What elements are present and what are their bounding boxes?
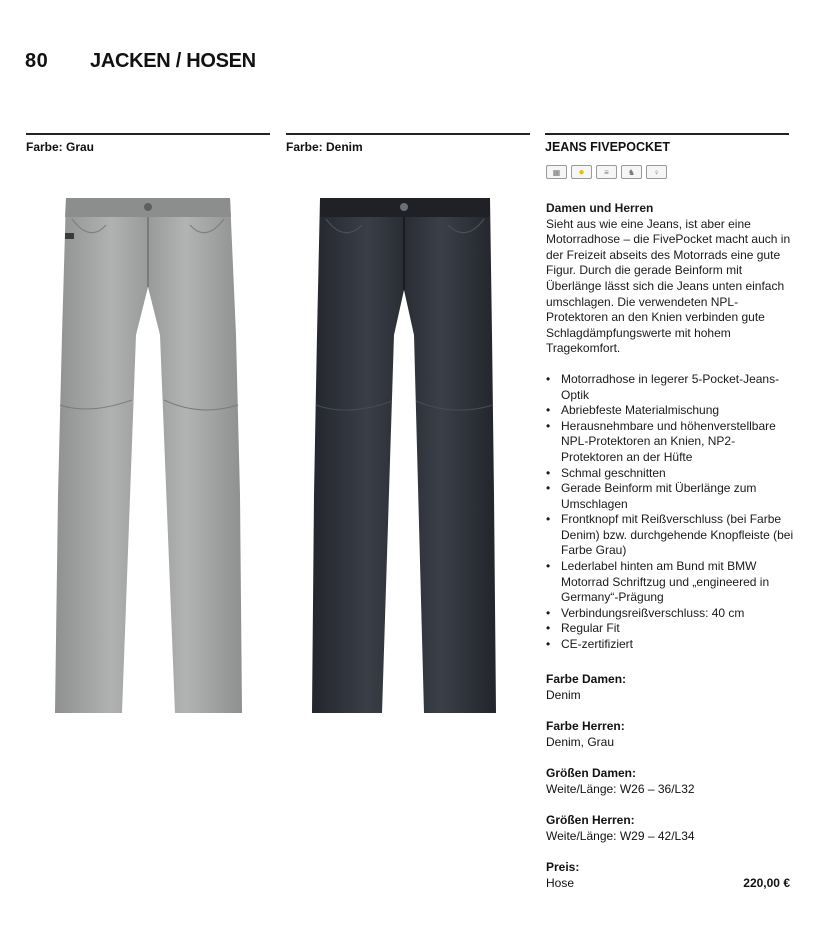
spec-preis [546, 860, 790, 891]
list-item: • Verbindungsreißverschluss: 40 cm [546, 606, 794, 622]
list-item: • Gerade Beinform mit Überlänge zum Umschlagen [546, 481, 794, 512]
column-label-grey: Farbe: Grau [26, 133, 270, 154]
list-item: • Lederlabel hinten am Bund mit BMW Motorrad Schriftzug und „engineered in Germany“-Prägung [546, 559, 794, 606]
spec-label: Größen Damen: [546, 766, 637, 780]
list-item: • Herausnehmbare und höhenverstellbare NPL-Protektoren an Knien, NP2-Protektoren an der Hüfte [546, 419, 794, 466]
price-item: Hose [546, 875, 575, 890]
description-subtitle: Damen und Herren [546, 201, 654, 215]
column-label-denim: Farbe: Denim [286, 133, 530, 154]
description-text: Sieht aus wie eine Jeans, ist aber eine Motorradhose – die FivePocket macht auch in der Freizeit abseits des Motorrads eine gute Figur. Durch die gerade Beinform mit Überlänge lässt sich die Jeans unten einfach umschlagen. Die verwendeten NPL-Protektoren an den Knien verbinden gute Schlagdämpfungswerte mit hohem Tragekomfort. [546, 216, 791, 356]
list-item: • CE-zertifiziert [546, 637, 794, 653]
spec-value: Weite/Länge: W26 – 36/L32 [546, 781, 695, 796]
product-title: JEANS FIVEPOCKET [545, 133, 789, 154]
spec-label: Preis: [546, 860, 580, 874]
spec-label: Farbe Herren: [546, 719, 625, 733]
reflective-icon: ● [571, 165, 592, 179]
feature-icons [546, 165, 667, 179]
spec-farbe-damen [546, 672, 790, 703]
spec-label: Größen Herren: [546, 813, 635, 827]
female-icon: ♀ [646, 165, 667, 179]
list-item: • Frontknopf mit Reißverschluss (bei Farbe Denim) bzw. durchgehende Knopfleiste (bei Farbe Grau) [546, 512, 794, 559]
price-row [546, 876, 790, 892]
spec-farbe-herren [546, 719, 790, 750]
feature-list [546, 372, 794, 653]
spec-value: Denim, Grau [546, 734, 615, 749]
section-title: JACKEN / HOSEN [90, 50, 256, 72]
page-number: 80 [25, 50, 49, 72]
denim-jeans-image [308, 195, 498, 715]
spec-value: Weite/Länge: W29 – 42/L34 [546, 828, 695, 843]
size-chart-icon: ▦ [546, 165, 567, 179]
spec-groessen-herren [546, 813, 790, 844]
list-item: • Schmal geschnitten [546, 466, 794, 482]
list-item: • Abriebfeste Materialmischung [546, 403, 794, 419]
protector-icon: ≡ [596, 165, 617, 179]
list-item: • Regular Fit [546, 621, 794, 637]
product-description [546, 201, 794, 653]
rider-icon: ♞ [621, 165, 642, 179]
spec-groessen-damen [546, 766, 790, 797]
spec-value: Denim [546, 687, 581, 702]
grey-jeans-image [50, 195, 245, 715]
spec-label: Farbe Damen: [546, 672, 627, 686]
price-value: 220,00 € [743, 875, 790, 890]
list-item: • Motorradhose in legerer 5-Pocket-Jeans-Optik [546, 372, 794, 403]
